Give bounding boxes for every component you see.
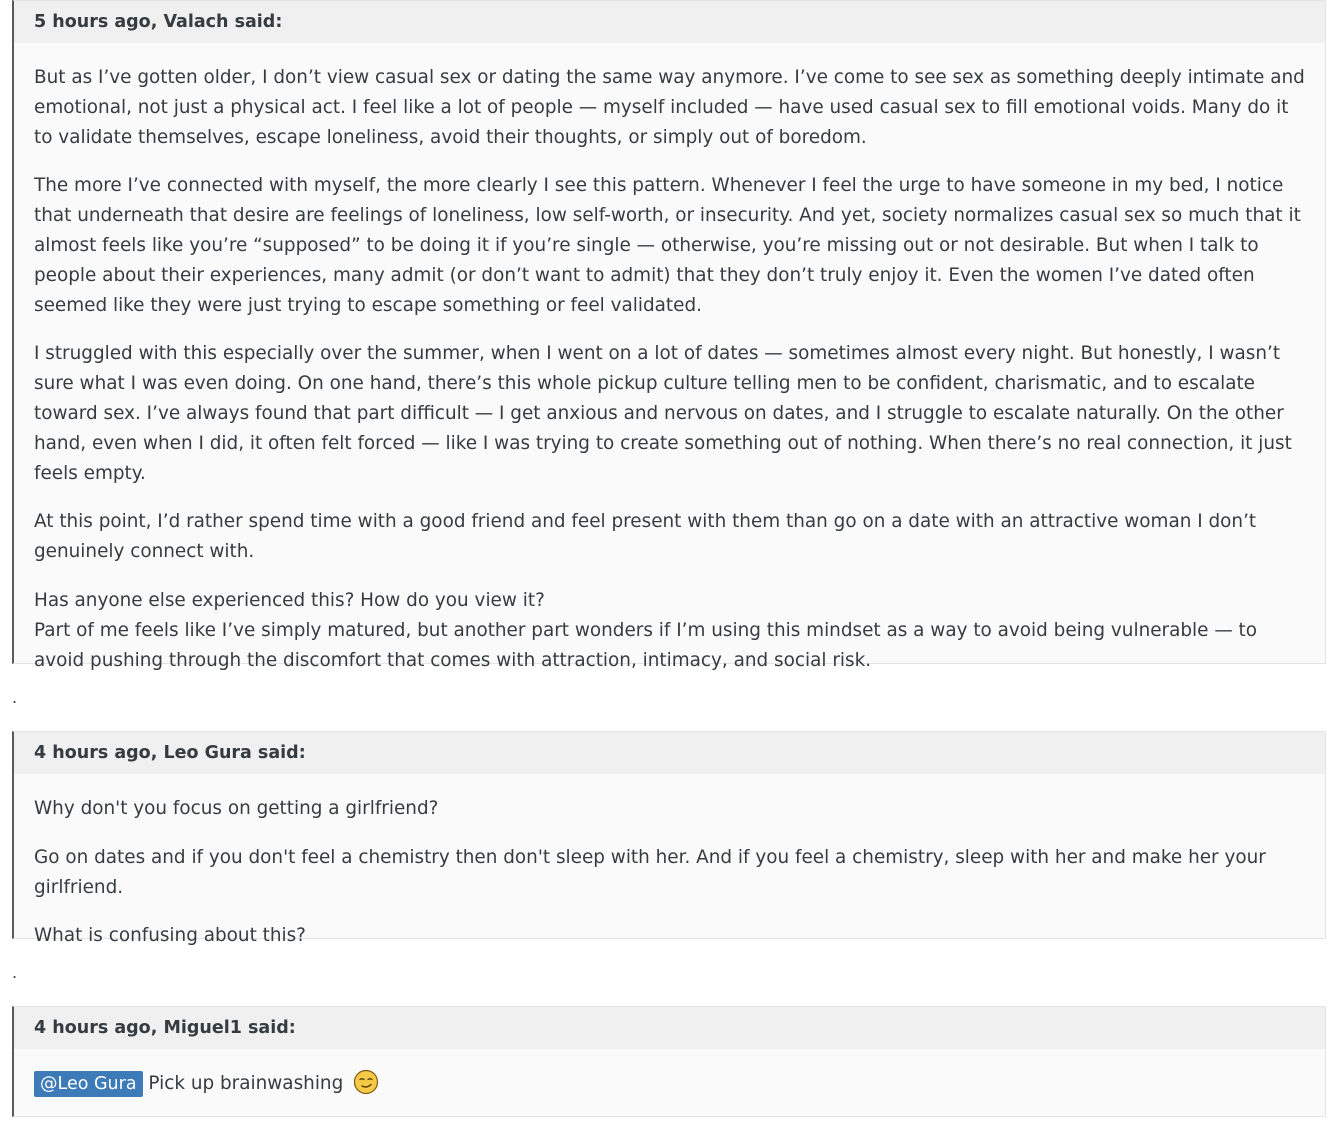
quote-content xyxy=(14,1049,1325,1125)
paragraph: The more I’ve connected with myself, the more clearly I see this pattern. Whenever I feel the urge to have someone in my bed, I notice that underneath that desire are feelings of loneliness, low self-worth, or insecurity. And yet, society normalizes casual sex so much that it almost feels like you’re “supposed” to be doing it if you’re single — otherwise, you’re missing out or not desirable. But when I talk to people about their experiences, many admit (or don’t want to admit) that they don’t truly enjoy it. Even the women I’ve dated often seemed like they were just trying to escape something or feel validated. xyxy=(34,175,1301,316)
paragraph xyxy=(34,1069,1305,1105)
message-text: Pick up brainwashing xyxy=(148,1073,344,1094)
quote-citation: 4 hours ago, Leo Gura said: xyxy=(14,732,1325,774)
separator-dot: . xyxy=(12,963,18,982)
quote-block-leo-gura xyxy=(12,731,1326,947)
user-mention-link[interactable]: @Leo Gura xyxy=(34,1071,143,1097)
paragraph: What is confusing about this? xyxy=(34,925,306,947)
quote-block-miguel1 xyxy=(12,1006,1326,1117)
paragraph: But as I’ve gotten older, I don’t view casual sex or dating the same way anymore. I’ve come to see sex as something deeply intimate and emotional, not just a physical act. I feel like a lot of people — myself included — have used casual sex to fill emotional voids. Many do it to validate themselves, escape loneliness, avoid their thoughts, or simply out of boredom. xyxy=(34,67,1305,148)
paragraph: At this point, I’d rather spend time with a good friend and feel present with them than go on a date with an attractive woman I don’t genuinely connect with. xyxy=(34,511,1257,563)
paragraph-line: Has anyone else experienced this? How do you view it? xyxy=(34,589,545,611)
quote-block-valach xyxy=(12,0,1326,671)
paragraph: Why don't you focus on getting a girlfriend? xyxy=(34,798,439,819)
quote-content xyxy=(14,43,1325,695)
paragraph: I struggled with this especially over the summer, when I went on a lot of dates — sometimes almost every night. But honestly, I wasn’t sure what I was even doing. On one hand, there’s this whole pickup culture telling men to be confident, charismatic, and to escalate toward sex. I’ve always found that part difficult — I get anxious and nervous on dates, and I struggle to escalate naturally. On the other hand, even when I did, it often felt forced — like I was trying to create something out of nothing. When there’s no real connection, it just feels empty. xyxy=(34,343,1292,484)
separator-dot: . xyxy=(12,688,18,707)
quote-citation: 5 hours ago, Valach said: xyxy=(14,1,1325,43)
quote-content xyxy=(14,774,1325,971)
smirk-emoji-icon xyxy=(353,1069,379,1105)
paragraph-line: Part of me feels like I’ve simply matured, but another part wonders if I’m using this mindset as a way to avoid being vulnerable — to avoid pushing through the discomfort that comes with attraction, intimacy, and social risk. xyxy=(34,619,1258,671)
paragraph: Go on dates and if you don't feel a chemistry then don't sleep with her. And if you feel a chemistry, sleep with her and make her your girlfriend. xyxy=(34,846,1266,898)
quote-citation: 4 hours ago, Miguel1 said: xyxy=(14,1007,1325,1049)
paragraph xyxy=(34,586,1305,675)
